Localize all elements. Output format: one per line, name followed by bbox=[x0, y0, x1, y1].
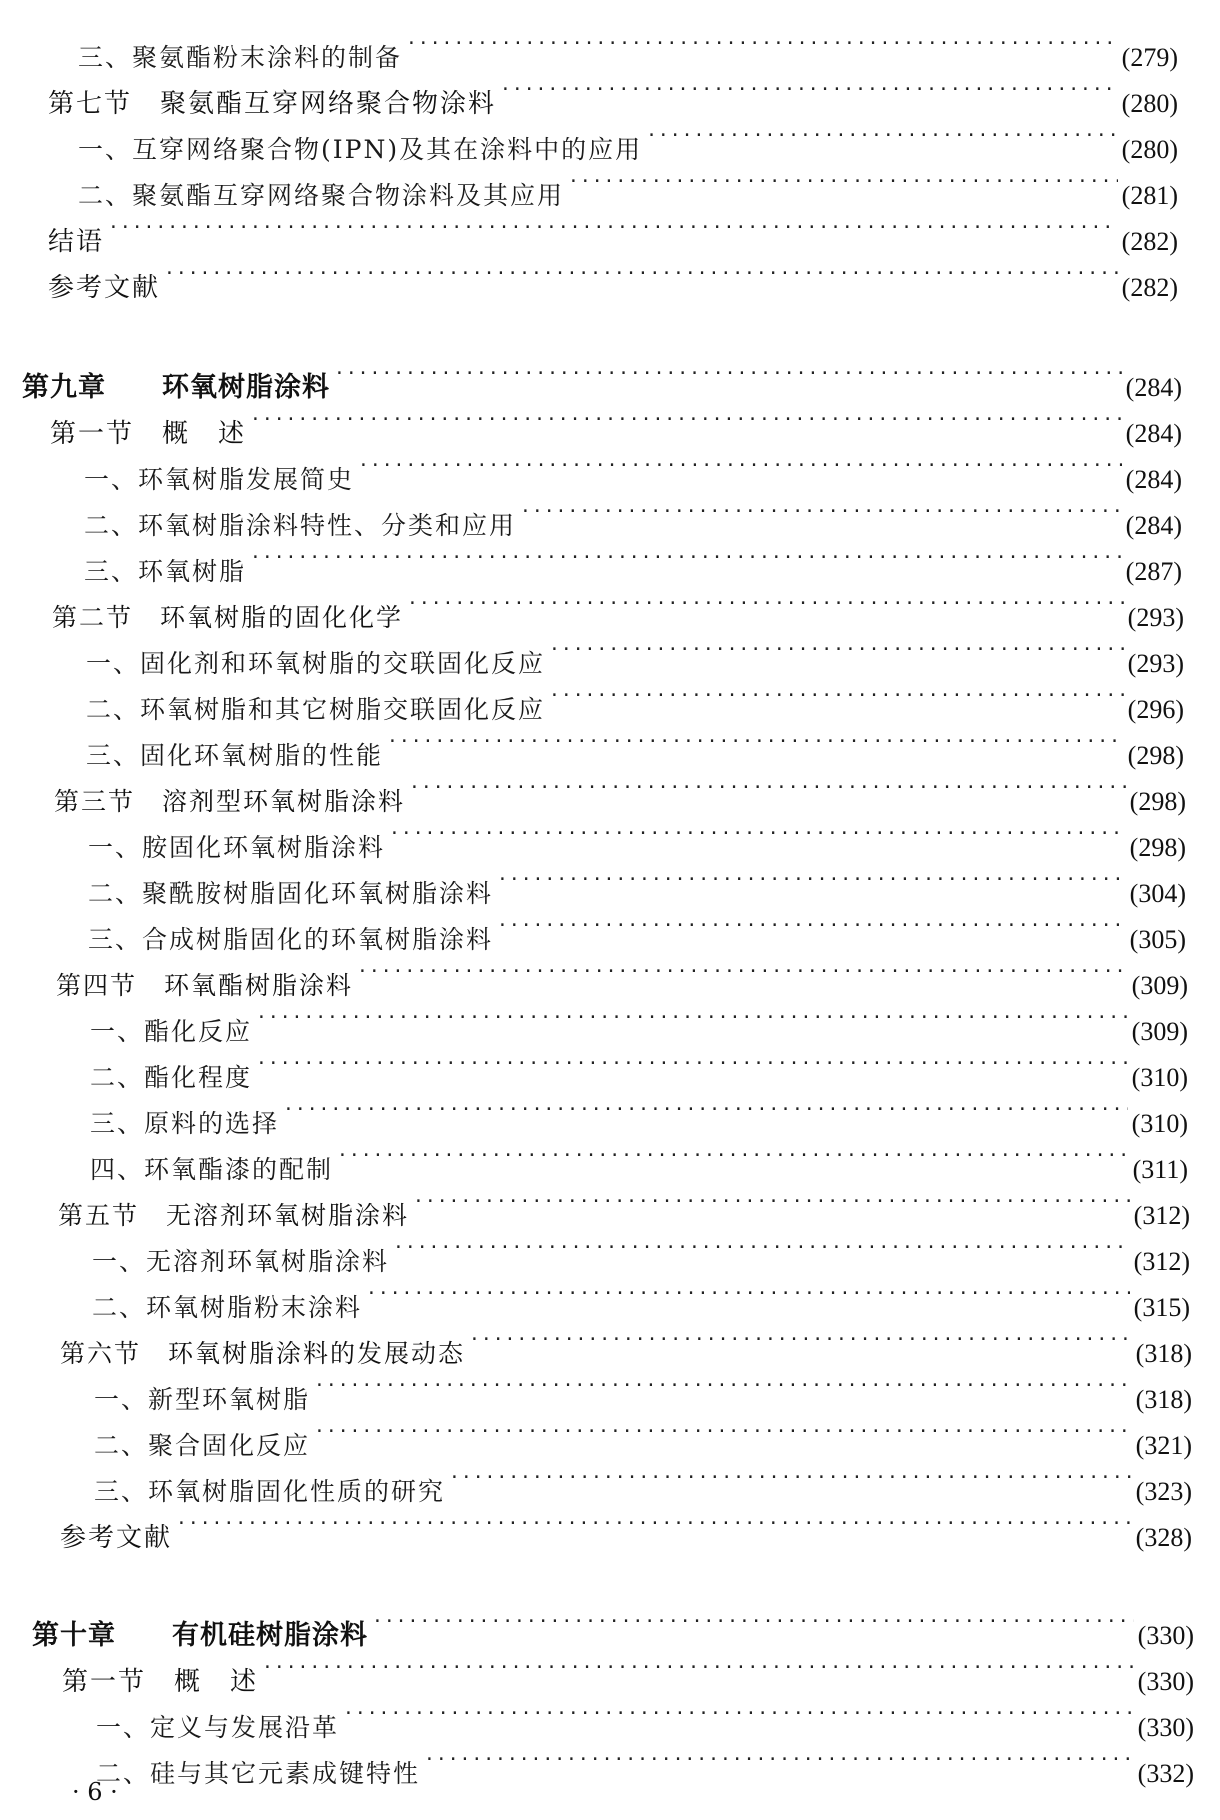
toc-entry-title: 第一节 概 述 bbox=[62, 1667, 259, 1697]
dot-leader bbox=[497, 858, 1126, 902]
toc-entry-page: (284) bbox=[1125, 419, 1182, 448]
dot-leader bbox=[409, 766, 1126, 810]
dot-leader bbox=[262, 1646, 1134, 1690]
toc-entry bbox=[94, 1456, 1192, 1506]
toc-entry-page: (284) bbox=[1125, 465, 1182, 494]
toc-entry-title: 第三节 溶剂型环氧树脂涂料 bbox=[54, 787, 406, 816]
toc-entry-title: 三、固化环氧树脂的性能 bbox=[86, 741, 384, 770]
toc-entry bbox=[56, 950, 1188, 1000]
toc-entry bbox=[88, 858, 1186, 908]
toc-entry bbox=[84, 536, 1182, 586]
toc-entry-title: 一、定义与发展沿革 bbox=[96, 1713, 340, 1742]
toc-entry-page: (280) bbox=[1121, 135, 1178, 164]
toc-entry-title: 第五节 无溶剂环氧树脂涂料 bbox=[58, 1201, 410, 1230]
toc-entry-page: (315) bbox=[1133, 1293, 1190, 1322]
toc-entry-page: (279) bbox=[1121, 43, 1178, 72]
dot-leader bbox=[568, 160, 1118, 204]
toc-entry-title: 结语 bbox=[48, 227, 105, 257]
toc-entry-page: (310) bbox=[1131, 1109, 1188, 1138]
dot-leader bbox=[250, 536, 1122, 580]
toc-entry-page: (309) bbox=[1131, 1017, 1188, 1046]
toc-entry-page: (312) bbox=[1133, 1201, 1190, 1230]
toc-entry bbox=[48, 206, 1178, 257]
toc-chapter-entry bbox=[32, 1600, 1194, 1651]
toc-entry-title: 三、聚氨酯粉末涂料的制备 bbox=[78, 43, 403, 72]
toc-entry-title: 第六节 环氧树脂涂料的发展动态 bbox=[60, 1339, 466, 1368]
toc-entry-title: 第七节 聚氨酯互穿网络聚合物涂料 bbox=[48, 89, 497, 119]
toc-entry-page: (296) bbox=[1127, 695, 1184, 724]
toc-entry-title: 二、环氧树脂粉末涂料 bbox=[92, 1293, 363, 1322]
dot-leader bbox=[393, 1226, 1130, 1270]
toc-entry-page: (293) bbox=[1127, 603, 1184, 632]
dot-leader bbox=[406, 22, 1118, 66]
toc-entry-page: (298) bbox=[1129, 787, 1186, 816]
toc-entry bbox=[84, 490, 1182, 540]
toc-entry-page: (311) bbox=[1132, 1155, 1188, 1184]
toc-entry bbox=[96, 1692, 1194, 1742]
toc-entry-page: (298) bbox=[1129, 833, 1186, 862]
toc-entry bbox=[78, 114, 1178, 164]
toc-entry-title: 二、聚氨酯互穿网络聚合物涂料及其应用 bbox=[78, 181, 565, 210]
toc-entry bbox=[90, 1134, 1188, 1184]
toc-entry-page: (330) bbox=[1137, 1713, 1194, 1742]
toc-entry-page: (309) bbox=[1131, 971, 1188, 1000]
dot-leader bbox=[256, 1042, 1128, 1086]
toc-entry-page: (282) bbox=[1121, 273, 1178, 302]
toc-entry-title: 四、环氧酯漆的配制 bbox=[90, 1155, 334, 1184]
toc-entry bbox=[88, 812, 1186, 862]
toc-entry-page: (305) bbox=[1129, 925, 1186, 954]
toc-entry-page: (284) bbox=[1125, 511, 1182, 540]
dot-leader bbox=[549, 674, 1124, 718]
toc-entry-title: 参考文献 bbox=[60, 1523, 173, 1553]
dot-leader bbox=[343, 1692, 1134, 1736]
dot-leader bbox=[314, 1364, 1132, 1408]
toc-entry bbox=[86, 720, 1184, 770]
toc-entry-page: (284) bbox=[1125, 373, 1182, 402]
dot-leader bbox=[500, 68, 1118, 112]
dot-leader bbox=[366, 1272, 1130, 1316]
toc-entry-title: 第九章 环氧树脂涂料 bbox=[22, 372, 330, 403]
toc-entry bbox=[90, 1088, 1188, 1138]
toc-entry-page: (312) bbox=[1133, 1247, 1190, 1276]
toc-entry bbox=[84, 444, 1182, 494]
toc-entry-title: 一、新型环氧树脂 bbox=[94, 1385, 311, 1414]
toc-entry-page: (293) bbox=[1127, 649, 1184, 678]
toc-entry bbox=[60, 1502, 1192, 1553]
toc-entry-title: 三、环氧树脂 bbox=[84, 557, 247, 586]
dot-leader bbox=[413, 1180, 1130, 1224]
dot-leader bbox=[424, 1738, 1134, 1782]
toc-entry bbox=[60, 1318, 1192, 1368]
dot-leader bbox=[520, 490, 1122, 534]
toc-entry-title: 一、固化剂和环氧树脂的交联固化反应 bbox=[86, 649, 546, 678]
toc-entry-title: 一、互穿网络聚合物(IPN)及其在涂料中的应用 bbox=[78, 135, 643, 164]
toc-entry bbox=[58, 1180, 1190, 1230]
toc-entry bbox=[92, 1226, 1190, 1276]
dot-leader bbox=[250, 398, 1122, 442]
toc-entry-page: (281) bbox=[1121, 181, 1178, 210]
toc-entry-title: 二、环氧树脂和其它树脂交联固化反应 bbox=[86, 695, 546, 724]
dot-leader bbox=[358, 444, 1122, 488]
toc-entry-page: (318) bbox=[1135, 1385, 1192, 1414]
dot-leader bbox=[337, 1134, 1129, 1178]
dot-leader bbox=[256, 996, 1128, 1040]
dot-leader bbox=[549, 628, 1124, 672]
toc-entry-title: 一、环氧树脂发展简史 bbox=[84, 465, 355, 494]
dot-leader bbox=[357, 950, 1128, 994]
toc-entry-title: 参考文献 bbox=[48, 273, 161, 303]
dot-leader bbox=[449, 1456, 1132, 1500]
toc-entry bbox=[90, 996, 1188, 1046]
toc-entry-page: (298) bbox=[1127, 741, 1184, 770]
toc-entry bbox=[96, 1738, 1194, 1788]
toc-entry-title: 二、硅与其它元素成键特性 bbox=[96, 1759, 421, 1788]
dot-leader bbox=[372, 1600, 1134, 1644]
toc-entry-page: (323) bbox=[1135, 1477, 1192, 1506]
dot-leader bbox=[389, 812, 1126, 856]
toc-entry bbox=[94, 1410, 1192, 1460]
dot-leader bbox=[334, 352, 1122, 396]
toc-entry-page: (287) bbox=[1125, 557, 1182, 586]
dot-leader bbox=[314, 1410, 1132, 1454]
dot-leader bbox=[108, 206, 1118, 250]
toc-entry-page: (330) bbox=[1137, 1667, 1194, 1696]
toc-entry-page: (280) bbox=[1121, 89, 1178, 118]
toc-entry bbox=[48, 252, 1178, 303]
toc-entry-title: 第四节 环氧酯树脂涂料 bbox=[56, 971, 354, 1000]
toc-entry bbox=[86, 628, 1184, 678]
toc-entry-title: 一、酯化反应 bbox=[90, 1017, 253, 1046]
toc-entry-title: 二、聚合固化反应 bbox=[94, 1431, 311, 1460]
toc-entry-page: (318) bbox=[1135, 1339, 1192, 1368]
toc-entry bbox=[62, 1646, 1194, 1697]
dot-leader bbox=[469, 1318, 1132, 1362]
toc-entry-page: (282) bbox=[1121, 227, 1178, 256]
toc-entry bbox=[54, 766, 1186, 816]
toc-entry bbox=[78, 160, 1178, 210]
toc-entry bbox=[86, 674, 1184, 724]
toc-entry-title: 三、合成树脂固化的环氧树脂涂料 bbox=[88, 925, 494, 954]
dot-leader bbox=[646, 114, 1118, 158]
dot-leader bbox=[283, 1088, 1128, 1132]
toc-entry-title: 一、无溶剂环氧树脂涂料 bbox=[92, 1247, 390, 1276]
toc-entry-page: (328) bbox=[1135, 1523, 1192, 1552]
dot-leader bbox=[176, 1502, 1132, 1546]
toc-entry bbox=[50, 398, 1182, 449]
toc-entry-title: 第十章 有机硅树脂涂料 bbox=[32, 1620, 368, 1651]
toc-entry-page: (321) bbox=[1135, 1431, 1192, 1460]
dot-leader bbox=[387, 720, 1124, 764]
toc-entry bbox=[52, 582, 1184, 632]
toc-chapter-entry bbox=[22, 352, 1182, 403]
dot-leader bbox=[497, 904, 1126, 948]
toc-entry-page: (332) bbox=[1137, 1759, 1194, 1788]
page-number: · 6 · bbox=[72, 1778, 118, 1806]
toc-entry-title: 三、环氧树脂固化性质的研究 bbox=[94, 1477, 446, 1506]
toc-entry-page: (330) bbox=[1137, 1621, 1194, 1650]
toc-entry bbox=[88, 904, 1186, 954]
toc-entry-title: 二、酯化程度 bbox=[90, 1063, 253, 1092]
toc-entry bbox=[48, 68, 1178, 119]
toc-entry-title: 一、胺固化环氧树脂涂料 bbox=[88, 833, 386, 862]
toc-entry-title: 二、聚酰胺树脂固化环氧树脂涂料 bbox=[88, 879, 494, 908]
toc-entry bbox=[90, 1042, 1188, 1092]
toc-entry bbox=[78, 22, 1178, 72]
toc-entry-title: 二、环氧树脂涂料特性、分类和应用 bbox=[84, 511, 517, 540]
toc-entry-page: (304) bbox=[1129, 879, 1186, 908]
dot-leader bbox=[407, 582, 1124, 626]
toc-entry-title: 第二节 环氧树脂的固化化学 bbox=[52, 603, 404, 632]
toc-entry bbox=[92, 1272, 1190, 1322]
toc-entry-title: 三、原料的选择 bbox=[90, 1109, 280, 1138]
toc-entry-title: 第一节 概 述 bbox=[50, 419, 247, 449]
toc-entry bbox=[94, 1364, 1192, 1414]
dot-leader bbox=[164, 252, 1118, 296]
toc-entry-page: (310) bbox=[1131, 1063, 1188, 1092]
